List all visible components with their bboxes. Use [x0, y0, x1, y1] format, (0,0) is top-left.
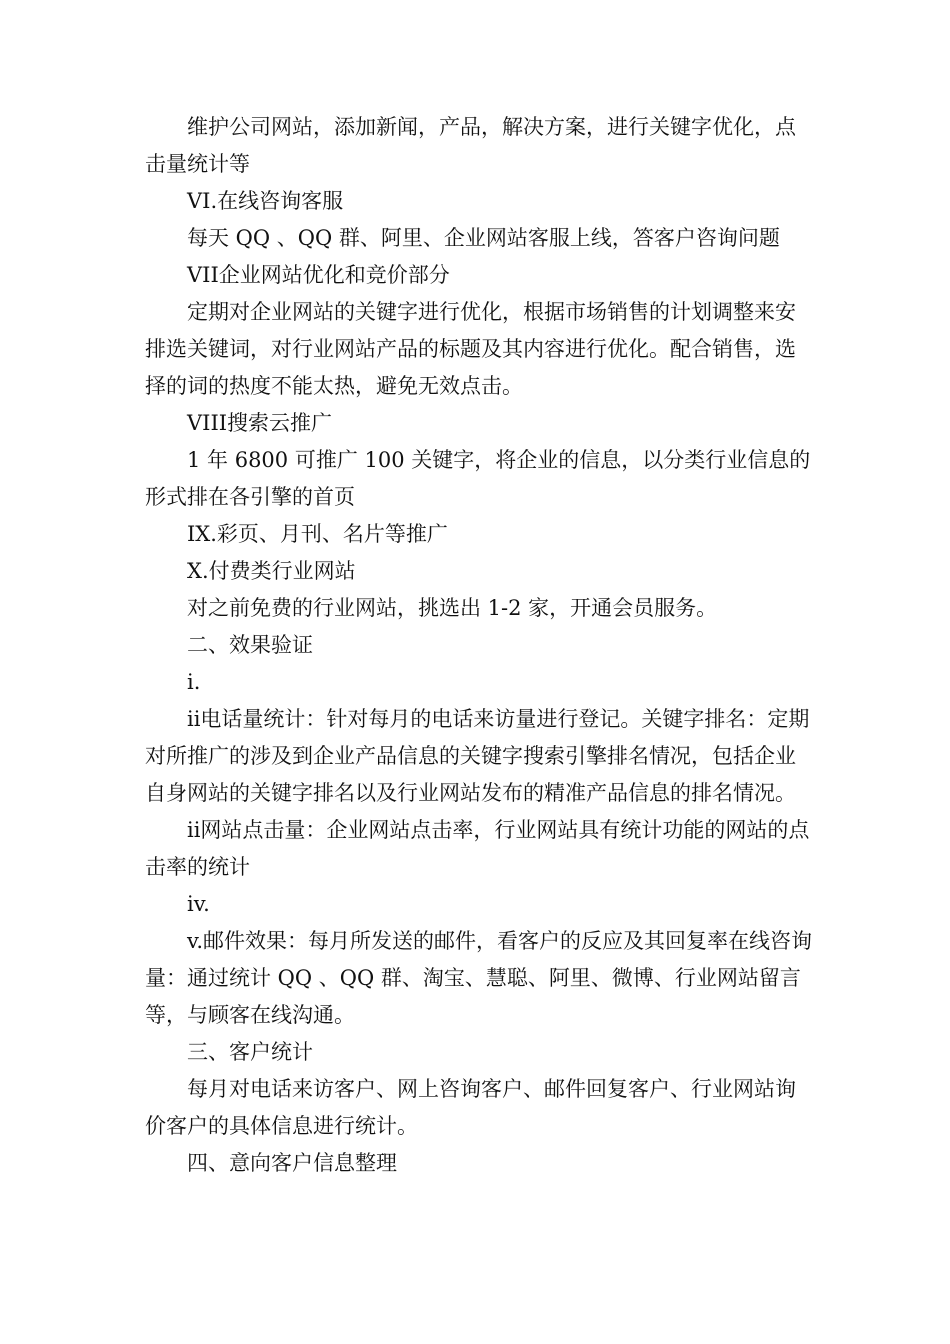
heading-website-optimization: VII企业网站优化和竞价部分 — [187, 263, 450, 287]
paragraph-email-effect: v.邮件效果：每月所发送的邮件，看客户的反应及其回复率在线咨询量：通过统计 QQ 、QQ 群、淘宝、慧聪、阿里、微博、行业网站留言等，与顾客在线沟通。 — [145, 929, 813, 1027]
paragraph-click-statistics: ii网站点击量：企业网站点击率，行业网站具有统计功能的网站的点击率的统计 — [145, 818, 810, 879]
heading-paid-industry-sites: X.付费类行业网站 — [187, 559, 356, 583]
paragraph-member-service: 对之前免费的行业网站，挑选出 1-2 家，开通会员服务。 — [187, 596, 718, 620]
document-page — [145, 109, 815, 1182]
paragraph-search-cloud-price: 1 年 6800 可推广 100 关键字，将企业的信息，以分类行业信息的形式排在各引擎的首页 — [145, 448, 811, 509]
section-heading-effect-verification: 二、效果验证 — [187, 633, 313, 657]
paragraph-monthly-customer-stats: 每月对电话来访客户、网上咨询客户、邮件回复客户、行业网站询价客户的具体信息进行统计。 — [145, 1077, 796, 1138]
heading-print-promotion: IX.彩页、月刊、名片等推广 — [187, 522, 448, 546]
section-heading-prospect-info: 四、意向客户信息整理 — [187, 1151, 397, 1175]
section-heading-customer-statistics: 三、客户统计 — [187, 1040, 313, 1064]
item-i: i. — [187, 670, 201, 694]
paragraph-keyword-optimization: 定期对企业网站的关键字进行优化，根据市场销售的计划调整来安排选关键词，对行业网站产品的标题及其内容进行优化。配合销售，选择的词的热度不能太热，避免无效点击。 — [145, 300, 796, 398]
heading-online-consulting: VI.在线咨询客服 — [187, 189, 344, 213]
paragraph-phone-statistics: ii电话量统计：针对每月的电话来访量进行登记。关键字排名：定期对所推广的涉及到企业产品信息的关键字搜索引擎排名情况，包括企业自身网站的关键字排名以及行业网站发布的精准产品信息的排名情况。 — [145, 707, 810, 805]
heading-search-cloud: VIII搜索云推广 — [187, 411, 333, 435]
paragraph-website-maintenance: 维护公司网站，添加新闻，产品，解决方案，进行关键字优化，点击量统计等 — [145, 115, 796, 176]
paragraph-daily-online: 每天 QQ 、QQ 群、阿里、企业网站客服上线，答客户咨询问题 — [187, 226, 780, 250]
item-iv: iv. — [187, 892, 210, 916]
